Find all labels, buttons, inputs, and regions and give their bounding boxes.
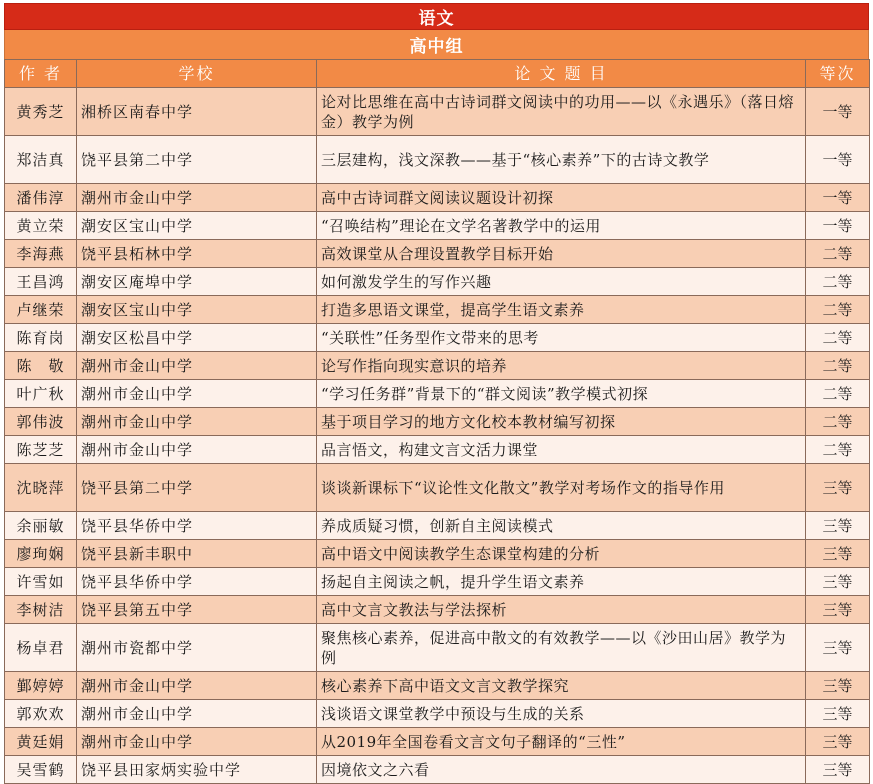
title-cell: 论写作指向现实意识的培养 (317, 352, 806, 380)
title-cell: 基于项目学习的地方文化校本教材编写初探 (317, 408, 806, 436)
author-cell: 陈育岗 (5, 324, 77, 352)
school-cell: 潮州市金山中学 (77, 184, 317, 212)
title-cell: 高中语文中阅读教学生态课堂构建的分析 (317, 540, 806, 568)
grade-cell: 三等 (806, 596, 870, 624)
author-cell: 沈晓萍 (5, 464, 77, 512)
group-title: 高中组 (4, 30, 869, 59)
author-cell: 黄秀芝 (5, 88, 77, 136)
table-row (5, 184, 870, 212)
grade-cell: 一等 (806, 184, 870, 212)
author-cell: 吴雪鹤 (5, 756, 77, 784)
table-row (5, 212, 870, 240)
header-school: 学校 (77, 60, 317, 88)
grade-cell: 二等 (806, 352, 870, 380)
school-cell: 潮安区松昌中学 (77, 324, 317, 352)
school-cell: 潮州市金山中学 (77, 436, 317, 464)
table-row (5, 324, 870, 352)
table-row (5, 700, 870, 728)
title-cell: 品言悟文，构建文言文活力课堂 (317, 436, 806, 464)
table-row (5, 436, 870, 464)
title-cell: 如何激发学生的写作兴趣 (317, 268, 806, 296)
title-cell: “关联性”任务型作文带来的思考 (317, 324, 806, 352)
header-title: 论 文 题 目 (317, 60, 806, 88)
grade-cell: 三等 (806, 464, 870, 512)
title-cell: 扬起自主阅读之帆，提升学生语文素养 (317, 568, 806, 596)
grade-cell: 三等 (806, 540, 870, 568)
table-row (5, 512, 870, 540)
title-cell: “学习任务群”背景下的“群文阅读”教学模式初探 (317, 380, 806, 408)
table-row (5, 624, 870, 672)
grade-cell: 二等 (806, 268, 870, 296)
table-row (5, 352, 870, 380)
author-cell: 王昌鸿 (5, 268, 77, 296)
grade-cell: 三等 (806, 756, 870, 784)
table-body (5, 88, 870, 784)
title-cell: 谈谈新课标下“议论性文化散文”教学对考场作文的指导作用 (317, 464, 806, 512)
author-cell: 黄立荣 (5, 212, 77, 240)
header-grade: 等次 (806, 60, 870, 88)
author-cell: 郑洁真 (5, 136, 77, 184)
award-table (4, 59, 870, 784)
author-cell: 卢继荣 (5, 296, 77, 324)
table-row (5, 728, 870, 756)
grade-cell: 二等 (806, 324, 870, 352)
school-cell: 饶平县新丰职中 (77, 540, 317, 568)
table-row (5, 380, 870, 408)
title-cell: 因境依文之六看 (317, 756, 806, 784)
table-row (5, 240, 870, 268)
title-cell: 核心素养下高中语文文言文教学探究 (317, 672, 806, 700)
grade-cell: 三等 (806, 568, 870, 596)
school-cell: 饶平县华侨中学 (77, 568, 317, 596)
table-row (5, 464, 870, 512)
grade-cell: 一等 (806, 136, 870, 184)
author-cell: 叶广秋 (5, 380, 77, 408)
table-row (5, 568, 870, 596)
author-cell: 许雪如 (5, 568, 77, 596)
grade-cell: 二等 (806, 240, 870, 268)
table-row (5, 540, 870, 568)
school-cell: 潮州市金山中学 (77, 380, 317, 408)
table-row (5, 408, 870, 436)
table-row (5, 136, 870, 184)
grade-cell: 三等 (806, 624, 870, 672)
title-cell: 浅谈语文课堂教学中预设与生成的关系 (317, 700, 806, 728)
grade-cell: 二等 (806, 380, 870, 408)
school-cell: 饶平县柘林中学 (77, 240, 317, 268)
table-row (5, 296, 870, 324)
title-cell: 从2019年全国卷看文言文句子翻译的“三性” (317, 728, 806, 756)
table-row (5, 596, 870, 624)
table-row (5, 672, 870, 700)
school-cell: 潮州市金山中学 (77, 352, 317, 380)
author-cell: 黄廷娟 (5, 728, 77, 756)
title-cell: 打造多思语文课堂，提高学生语文素养 (317, 296, 806, 324)
author-cell: 鄞婷婷 (5, 672, 77, 700)
author-cell: 陈 敬 (5, 352, 77, 380)
title-cell: 论对比思维在高中古诗词群文阅读中的功用——以《永遇乐》（落日熔金）教学为例 (317, 88, 806, 136)
grade-cell: 一等 (806, 212, 870, 240)
header-author: 作 者 (5, 60, 77, 88)
grade-cell: 二等 (806, 408, 870, 436)
school-cell: 饶平县第二中学 (77, 136, 317, 184)
title-cell: 养成质疑习惯，创新自主阅读模式 (317, 512, 806, 540)
author-cell: 郭欢欢 (5, 700, 77, 728)
table-row (5, 268, 870, 296)
school-cell: 饶平县田家炳实验中学 (77, 756, 317, 784)
school-cell: 潮州市金山中学 (77, 408, 317, 436)
school-cell: 饶平县第二中学 (77, 464, 317, 512)
author-cell: 潘伟淳 (5, 184, 77, 212)
school-cell: 潮州市瓷都中学 (77, 624, 317, 672)
author-cell: 李树洁 (5, 596, 77, 624)
title-cell: 高中文言文教法与学法探析 (317, 596, 806, 624)
school-cell: 潮州市金山中学 (77, 672, 317, 700)
author-cell: 廖珣娴 (5, 540, 77, 568)
school-cell: 潮安区宝山中学 (77, 212, 317, 240)
grade-cell: 三等 (806, 672, 870, 700)
school-cell: 湘桥区南春中学 (77, 88, 317, 136)
school-cell: 潮安区宝山中学 (77, 296, 317, 324)
school-cell: 饶平县华侨中学 (77, 512, 317, 540)
table-row (5, 756, 870, 784)
title-cell: 高中古诗词群文阅读议题设计初探 (317, 184, 806, 212)
grade-cell: 三等 (806, 512, 870, 540)
grade-cell: 三等 (806, 728, 870, 756)
title-cell: 聚焦核心素养，促进高中散文的有效教学——以《沙田山居》教学为例 (317, 624, 806, 672)
author-cell: 杨卓君 (5, 624, 77, 672)
grade-cell: 二等 (806, 436, 870, 464)
author-cell: 陈芝芝 (5, 436, 77, 464)
table-header-row (5, 60, 870, 88)
author-cell: 余丽敏 (5, 512, 77, 540)
title-cell: 高效课堂从合理设置教学目标开始 (317, 240, 806, 268)
school-cell: 潮州市金山中学 (77, 700, 317, 728)
grade-cell: 二等 (806, 296, 870, 324)
author-cell: 李海燕 (5, 240, 77, 268)
grade-cell: 三等 (806, 700, 870, 728)
school-cell: 潮州市金山中学 (77, 728, 317, 756)
grade-cell: 一等 (806, 88, 870, 136)
author-cell: 郭伟波 (5, 408, 77, 436)
table-row (5, 88, 870, 136)
section-title: 语文 (4, 3, 869, 30)
title-cell: 三层建构，浅文深教——基于“核心素养”下的古诗文教学 (317, 136, 806, 184)
title-cell: “召唤结构”理论在文学名著教学中的运用 (317, 212, 806, 240)
school-cell: 饶平县第五中学 (77, 596, 317, 624)
school-cell: 潮安区庵埠中学 (77, 268, 317, 296)
